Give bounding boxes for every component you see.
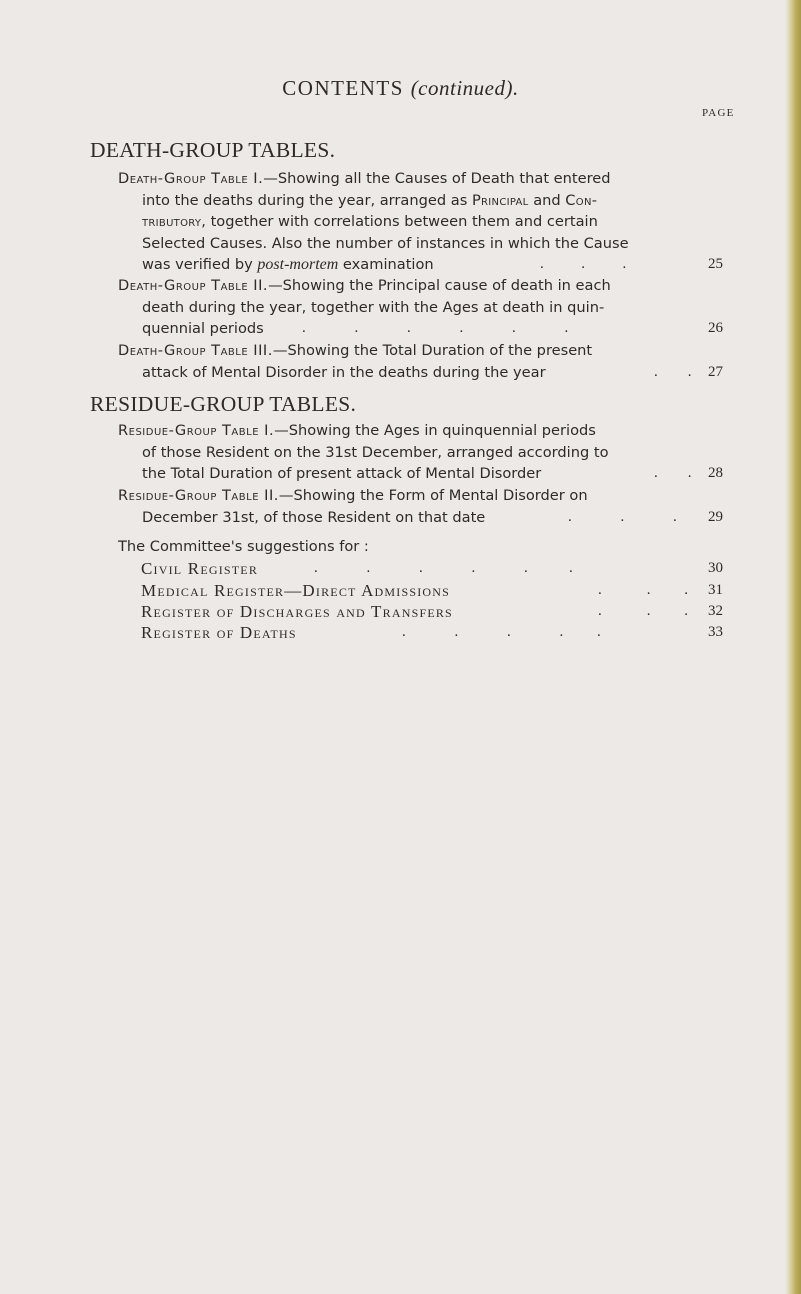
register-item-civil: Civil Register [141, 559, 259, 578]
page-heading [0, 76, 801, 101]
page-number: 31 [708, 582, 723, 598]
leader-dots: . . [654, 364, 692, 380]
leader-dots: . . . . . . [302, 320, 569, 336]
page-edge [785, 0, 801, 1294]
death-group-table-3-entry [118, 340, 738, 383]
entry-head: Death-Group Table III. [118, 342, 273, 359]
register-item-medical: Medical Register—Direct Admissions [141, 581, 451, 600]
entry-text: Con- [565, 191, 598, 209]
entry-text: death during the year, together with the Ages at death in quin- [142, 298, 605, 316]
entry-text: —Showing the Principal cause of death in each [268, 277, 611, 294]
leader-dots: . . . [568, 509, 677, 525]
page-number: 33 [708, 624, 723, 640]
leader-dots: . . . . . [402, 624, 601, 640]
page-number: 29 [708, 509, 723, 525]
entry-text: , together with correlations between them and certain [201, 213, 598, 230]
register-item-discharges: Register of Discharges and Transfers [141, 602, 453, 621]
page-column-label: PAGE [702, 107, 735, 119]
entry-text: quennial periods [142, 320, 264, 337]
page-number: 25 [708, 256, 723, 272]
entry-text: was verified by [142, 256, 258, 273]
death-group-table-1-entry [118, 168, 738, 276]
entry-text: Selected Causes. Also the number of instances in which the Cause [142, 234, 629, 252]
entry-head: Death-Group Table I. [118, 170, 264, 187]
entry-text: —Showing all the Causes of Death that entered [263, 170, 611, 187]
entry-text: —Showing the Ages in quinquennial periods [274, 422, 596, 439]
entry-text: of those Resident on the 31st December, arranged according to [142, 443, 609, 461]
heading-title: CONTENTS [282, 76, 404, 100]
page-number: 30 [708, 560, 723, 576]
entry-head: Residue-Group Table I. [118, 422, 275, 439]
page-number: 32 [708, 603, 723, 619]
register-item-deaths: Register of Deaths [141, 623, 297, 642]
leader-dots: . . [654, 465, 692, 481]
entry-text: Principal [471, 191, 529, 209]
leader-dots: . . . [540, 256, 627, 272]
entry-text: attack of Mental Disorder in the deaths during the year [142, 363, 546, 381]
entry-text: examination [338, 256, 434, 273]
leader-dots: . . . [598, 582, 688, 598]
entry-text: —Showing the Total Duration of the present [272, 342, 593, 359]
leader-dots: . . . . . . [314, 560, 573, 576]
entry-text: the Total Duration of present attack of Mental Disorder [142, 465, 542, 482]
page-number: 28 [708, 465, 723, 481]
residue-group-table-1-entry [118, 420, 738, 485]
residue-group-title: RESIDUE-GROUP TABLES. [90, 392, 357, 416]
committee-intro: The Committee's suggestions for : [118, 538, 369, 555]
entry-text: into the deaths during the year, arranged as [142, 191, 472, 209]
heading-continued: (continued). [410, 76, 519, 100]
entry-head: Residue-Group Table II. [118, 487, 279, 504]
leader-dots: . . . [598, 603, 688, 619]
entry-text: post-mortem [257, 256, 339, 273]
death-group-title: DEATH-GROUP TABLES. [90, 138, 336, 162]
page-number: 26 [708, 320, 723, 336]
page-number: 27 [708, 364, 723, 380]
entry-text: tributory [142, 213, 202, 230]
entry-text: and [528, 191, 566, 209]
entry-text: —Showing the Form of Mental Disorder on [278, 487, 588, 504]
entry-head: Death-Group Table II. [118, 277, 269, 294]
entry-text: December 31st, of those Resident on that date [142, 508, 486, 526]
